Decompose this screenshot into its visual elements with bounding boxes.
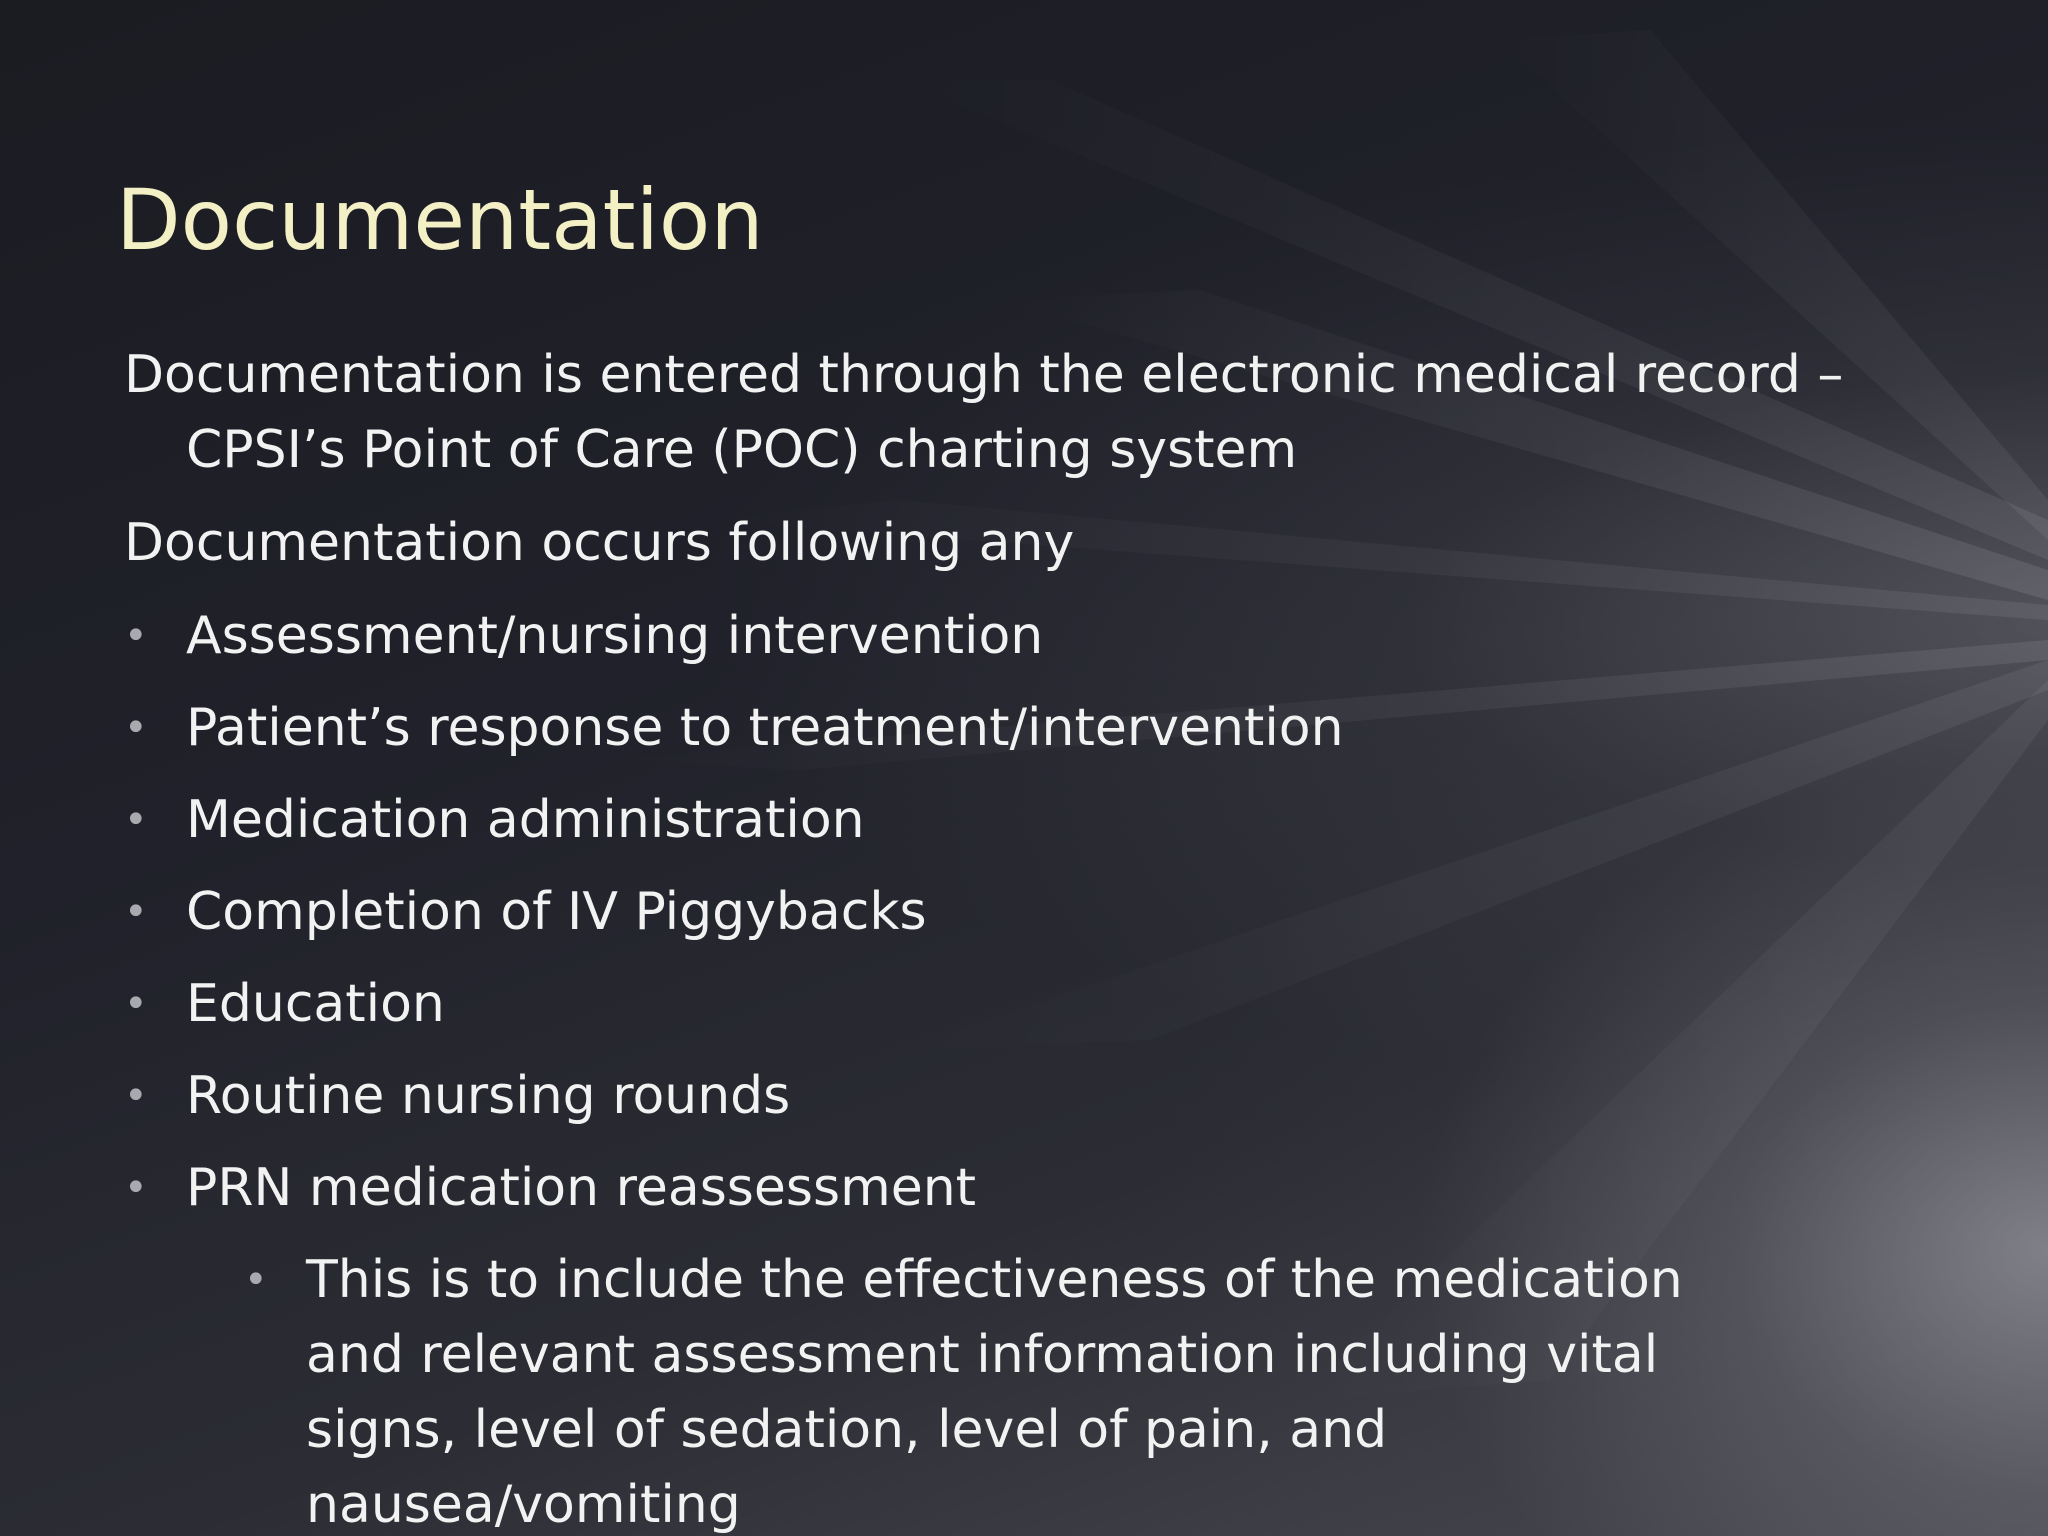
bullet-text: Assessment/nursing intervention [186, 606, 1044, 666]
slide-body [124, 338, 1914, 1536]
bullet-text: Medication administration [186, 790, 865, 850]
bullet-dot-icon: • [124, 1073, 148, 1119]
bullet-item [124, 967, 1914, 1042]
slide-title: Documentation [116, 171, 764, 269]
bullet-item [124, 599, 1914, 674]
bullet-item [124, 875, 1914, 950]
bullet-item [124, 691, 1914, 766]
bullet-dot-icon: • [124, 981, 148, 1027]
bullet-dot-icon: • [244, 1257, 268, 1303]
sub-bullet-text: This is to include the effectiveness of the medication and relevant assessment information including vital signs, level of sedation, level of pain, and nausea/vomiting [306, 1250, 1683, 1535]
bullet-item [124, 1151, 1914, 1226]
bullet-dot-icon: • [124, 1165, 148, 1211]
bullet-list [124, 599, 1914, 1226]
bullet-item [124, 783, 1914, 858]
bullet-text: Completion of IV Piggybacks [186, 882, 927, 942]
sub-bullet-item [124, 1243, 1786, 1536]
bullet-dot-icon: • [124, 705, 148, 751]
bullet-dot-icon: • [124, 797, 148, 843]
sub-bullet-list [124, 1243, 1914, 1536]
intro-paragraph: Documentation is entered through the electronic medical record – CPSI’s Point of Care (POC) charting system [124, 345, 1844, 480]
bullet-text: PRN medication reassessment [186, 1158, 977, 1218]
lead-paragraph: Documentation occurs following any [124, 513, 1075, 573]
bullet-dot-icon: • [124, 889, 148, 935]
bullet-text: Routine nursing rounds [186, 1066, 791, 1126]
bullet-item [124, 1059, 1914, 1134]
bullet-text: Patient’s response to treatment/intervention [186, 698, 1344, 758]
bullet-text: Education [186, 974, 445, 1034]
bullet-dot-icon: • [124, 613, 148, 659]
